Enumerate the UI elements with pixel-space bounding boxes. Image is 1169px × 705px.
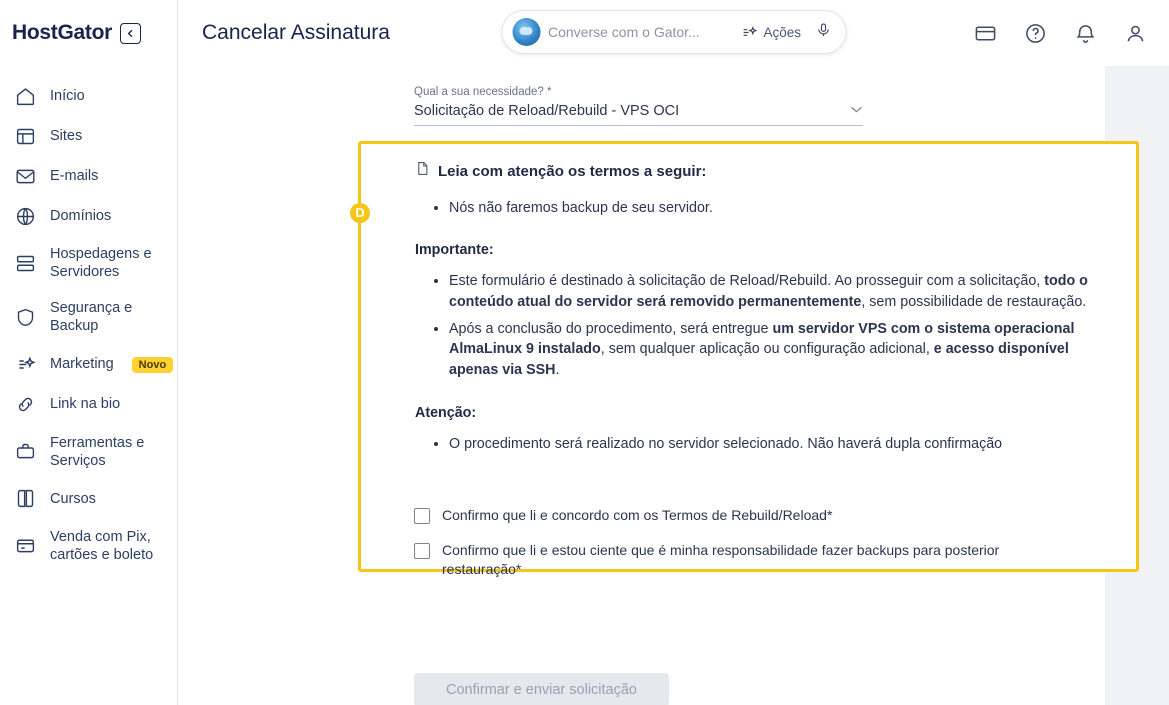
main-area bbox=[178, 0, 1169, 705]
status-badge: Novo bbox=[132, 357, 174, 373]
server-icon bbox=[14, 252, 36, 274]
sidebar bbox=[0, 0, 178, 705]
sidebar-item-emails[interactable] bbox=[0, 156, 177, 196]
topbar bbox=[178, 0, 1169, 66]
sidebar-item-inicio[interactable] bbox=[0, 76, 177, 116]
checkbox-terms-label: Confirmo que li e concordo com os Termos de Rebuild/Reload* bbox=[442, 507, 833, 523]
sidebar-item-label: Link na bio bbox=[50, 396, 121, 413]
toolbox-icon bbox=[14, 441, 36, 463]
sidebar-item-sites[interactable] bbox=[0, 116, 177, 156]
bell-icon[interactable] bbox=[1073, 21, 1097, 45]
sidebar-item-label: Ferramentas e Serviços bbox=[50, 434, 145, 469]
terms-title-row bbox=[415, 160, 1102, 184]
important-2-text-a: Após a conclusão do procedimento, será entregue bbox=[449, 320, 773, 337]
user-icon[interactable] bbox=[1123, 21, 1147, 45]
important-1-bold: todo o conteúdo atual do servidor será removido permanentemente bbox=[449, 273, 1088, 310]
sidebar-item-link-na-bio[interactable] bbox=[0, 385, 177, 425]
annotation-marker: D bbox=[350, 203, 370, 223]
important-2-bold-b: e acesso disponível apenas via SSH bbox=[449, 341, 1069, 379]
gator-avatar-icon bbox=[512, 18, 540, 46]
sidebar-item-hospedagens-e-servidores[interactable] bbox=[0, 236, 177, 290]
sparkle-actions-icon bbox=[741, 24, 758, 41]
important-2-text-b: , sem qualquer aplicação ou configuração adicional, bbox=[600, 341, 934, 358]
sidebar-item-label: E-mails bbox=[50, 167, 99, 184]
brand-logo: HostGator bbox=[12, 21, 112, 44]
confirmation-checkboxes bbox=[414, 506, 1014, 595]
topbar-icon-group bbox=[973, 21, 1147, 45]
list-item bbox=[449, 319, 1102, 381]
sidebar-item-dominios[interactable] bbox=[0, 196, 177, 236]
attention-heading: Atenção: bbox=[415, 404, 477, 421]
sidebar-item-seguranca-e-backup[interactable] bbox=[0, 290, 177, 344]
envelope-icon bbox=[14, 165, 36, 187]
link-icon bbox=[14, 394, 36, 416]
checkbox-row-backup[interactable] bbox=[414, 541, 1014, 579]
sparkle-icon bbox=[14, 354, 36, 376]
search-input[interactable]: Converse com o Gator... bbox=[548, 24, 700, 40]
important-list bbox=[435, 271, 1102, 381]
important-1-text-a: Este formulário é destinado à solicitação de Reload/Rebuild. Ao prosseguir com a solicitação, bbox=[449, 273, 1045, 290]
terms-content bbox=[361, 144, 1136, 470]
sidebar-item-ferramentas-e-servicos[interactable] bbox=[0, 425, 177, 479]
terms-title: Leia com atenção os termos a seguir: bbox=[438, 163, 707, 180]
important-heading: Importante: bbox=[415, 242, 494, 259]
cancel-subscription-card bbox=[178, 66, 1105, 705]
field-label: Qual a sua necessidade? * bbox=[414, 86, 552, 98]
terms-first-list bbox=[435, 198, 1102, 219]
important-2-bold-a: um servidor VPS com o sistema operacional AlmaLinux 9 instalado bbox=[449, 320, 1075, 358]
list-item: • Nós não faremos backup de seu servidor. bbox=[449, 198, 1102, 219]
necessidade-field bbox=[414, 86, 863, 126]
important-1-text-b: , sem possibilidade de restauração. bbox=[861, 293, 1087, 310]
list-item: • O procedimento será realizado no servidor selecionado. Não haverá dupla confirmação bbox=[449, 434, 1102, 455]
shield-icon bbox=[14, 306, 36, 328]
sidebar-item-label: Venda com Pix, cartões e boleto bbox=[50, 528, 154, 563]
chevron-down-icon bbox=[850, 105, 863, 117]
attention-list bbox=[435, 434, 1102, 455]
checkbox-terms[interactable] bbox=[414, 508, 430, 524]
microphone-icon[interactable] bbox=[815, 22, 831, 43]
sidebar-item-label: Domínios bbox=[50, 207, 112, 224]
window-icon bbox=[14, 125, 36, 147]
select-value: Solicitação de Reload/Rebuild - VPS OCI bbox=[414, 103, 680, 119]
sidebar-item-label: Sites bbox=[50, 127, 83, 144]
globe-icon bbox=[14, 205, 36, 227]
page-title: Cancelar Assinatura bbox=[202, 21, 390, 44]
checkbox-backup-label: Confirmo que li e estou ciente que é minha responsabilidade fazer backups para posterior restauração* bbox=[442, 541, 1000, 577]
actions-label: Ações bbox=[763, 24, 801, 40]
sidebar-item-label: Início bbox=[50, 87, 85, 104]
list-item bbox=[449, 271, 1102, 312]
sidebar-collapse-button[interactable] bbox=[120, 23, 141, 44]
sidebar-item-marketing[interactable] bbox=[0, 345, 177, 385]
payment-icon bbox=[14, 535, 36, 557]
sidebar-item-label: Cursos bbox=[50, 490, 96, 507]
credit-card-icon[interactable] bbox=[973, 21, 997, 45]
chevron-left-icon bbox=[125, 28, 136, 39]
sidebar-item-label: Hospedagens e Servidores bbox=[50, 246, 152, 281]
sidebar-item-venda-com-pix[interactable] bbox=[0, 519, 177, 573]
sidebar-nav bbox=[0, 66, 177, 573]
submit-button[interactable]: Confirmar e enviar solicitação bbox=[414, 673, 669, 705]
necessidade-select[interactable] bbox=[414, 103, 863, 126]
checkbox-backup[interactable] bbox=[414, 543, 430, 559]
home-icon bbox=[14, 85, 36, 107]
sidebar-item-label: Segurança e Backup bbox=[50, 300, 133, 335]
brand-row bbox=[0, 0, 177, 66]
actions-button[interactable] bbox=[741, 24, 801, 41]
book-icon bbox=[14, 488, 36, 510]
checkbox-row-terms[interactable] bbox=[414, 506, 1014, 525]
sidebar-item-cursos[interactable] bbox=[0, 479, 177, 519]
sidebar-item-label: Marketing bbox=[50, 356, 114, 373]
help-circle-icon[interactable] bbox=[1023, 21, 1047, 45]
gator-search-bar[interactable] bbox=[501, 10, 846, 54]
important-2-text-c: . bbox=[555, 362, 560, 379]
document-icon bbox=[415, 160, 430, 184]
